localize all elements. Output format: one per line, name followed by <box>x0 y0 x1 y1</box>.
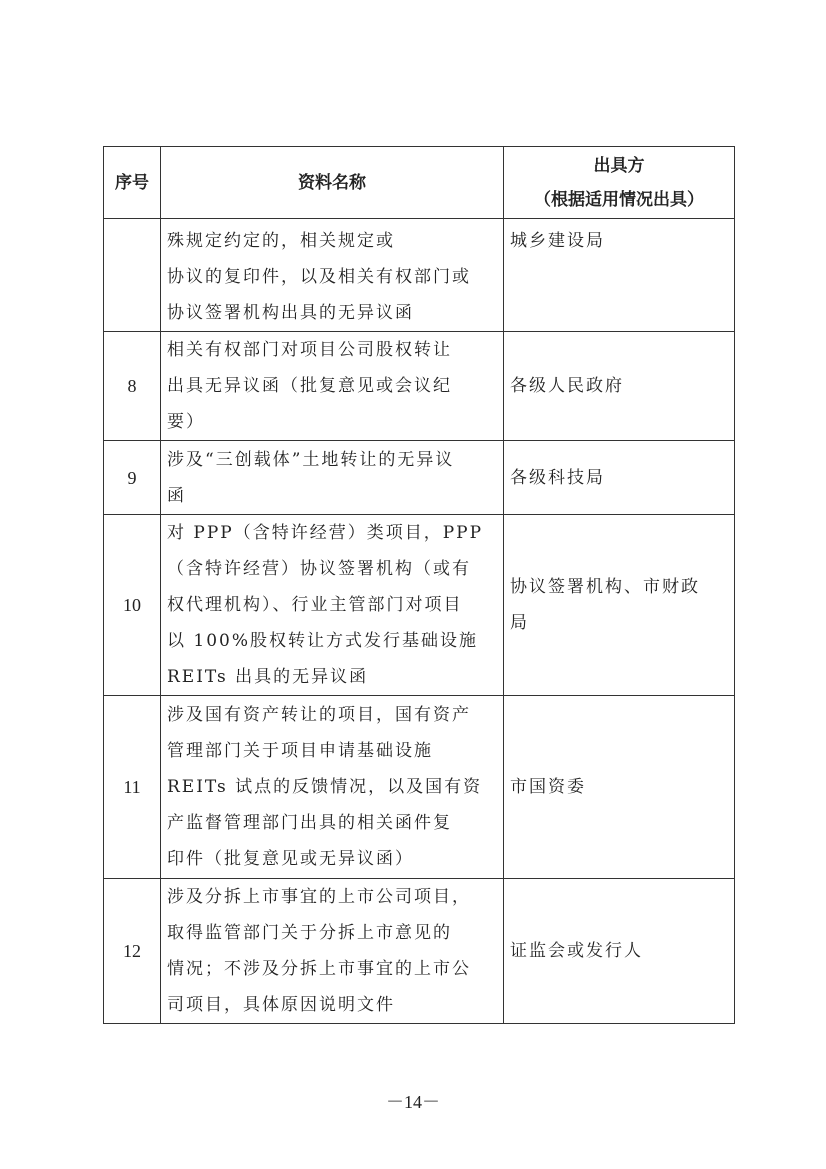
row-material-name <box>161 515 504 696</box>
table-row <box>104 515 735 696</box>
row-seq: 11 <box>104 696 161 879</box>
material-name-line: 出具无异议函（批复意见或会议纪 <box>167 376 452 396</box>
row-material-name <box>161 696 504 879</box>
issuer-line: 证监会或发行人 <box>510 941 643 961</box>
row-material-name <box>161 441 504 515</box>
row-issuer <box>504 879 735 1024</box>
row-seq: 8 <box>104 332 161 441</box>
table-row <box>104 441 735 515</box>
material-name-line: 情况；不涉及分拆上市事宜的上市公 <box>167 959 471 979</box>
table-row <box>104 219 735 332</box>
table-row <box>104 696 735 879</box>
page-number: －14－ <box>386 1092 440 1112</box>
row-seq <box>104 219 161 332</box>
material-name-line: 协议签署机构出具的无异议函 <box>167 303 414 323</box>
header-issuer <box>504 147 735 219</box>
material-name-line: 涉及分拆上市事宜的上市公司项目， <box>167 887 471 907</box>
material-name-line: 对 PPP（含特许经营）类项目，PPP <box>167 523 484 543</box>
header-issuer-title: 出具方 <box>593 155 645 176</box>
material-name-line: 殊规定约定的，相关规定或 <box>167 231 395 251</box>
row-issuer <box>504 219 735 332</box>
table-row <box>104 332 735 441</box>
row-seq: 9 <box>104 441 161 515</box>
issuer-line: 各级科技局 <box>510 467 605 488</box>
row-material-name <box>161 879 504 1024</box>
material-name-line: 相关有权部门对项目公司股权转让 <box>167 340 452 360</box>
row-material-name <box>161 332 504 441</box>
row-issuer <box>504 441 735 515</box>
issuer-line: 市国资委 <box>510 777 586 797</box>
row-material-name <box>161 219 504 332</box>
material-name-line: 要） <box>167 412 205 432</box>
header-issuer-note: （根据适用情况出具） <box>534 189 704 210</box>
materials-table <box>103 146 735 1024</box>
issuer-line: 局 <box>510 613 529 633</box>
material-name-line: 司项目，具体原因说明文件 <box>167 995 395 1015</box>
material-name-line: 权代理机构）、行业主管部门对项目 <box>167 595 463 615</box>
material-name-line: REITs 试点的反馈情况，以及国有资 <box>167 777 483 797</box>
table-row <box>104 879 735 1024</box>
material-name-line: 涉及国有资产转让的项目，国有资产 <box>167 705 471 725</box>
material-name-line: 取得监管部门关于分拆上市意见的 <box>167 923 452 943</box>
issuer-line: 协议签署机构、市财政 <box>510 577 700 597</box>
material-name-line: 产监督管理部门出具的相关函件复 <box>167 813 452 833</box>
material-name-line: 协议的复印件，以及相关有权部门或 <box>167 267 471 287</box>
material-name-line: REITs 出具的无异议函 <box>167 667 369 687</box>
material-name-line: 管理部门关于项目申请基础设施 <box>167 741 433 761</box>
row-seq: 12 <box>104 879 161 1024</box>
material-name-line: 以 100%股权转让方式发行基础设施 <box>167 631 479 651</box>
issuer-line: 城乡建设局 <box>510 231 605 251</box>
row-issuer <box>504 515 735 696</box>
material-name-line: 印件（批复意见或无异议函） <box>167 849 414 869</box>
table-header-row <box>104 147 735 219</box>
material-name-line: 涉及“三创载体”土地转让的无异议 <box>167 449 455 470</box>
row-seq: 10 <box>104 515 161 696</box>
header-name: 资料名称 <box>161 147 504 219</box>
material-name-line: （含特许经营）协议签署机构（或有 <box>167 559 471 579</box>
material-name-line: 函 <box>167 485 186 506</box>
row-issuer <box>504 332 735 441</box>
row-issuer <box>504 696 735 879</box>
issuer-line: 各级人民政府 <box>510 376 624 396</box>
header-seq: 序号 <box>104 147 161 219</box>
